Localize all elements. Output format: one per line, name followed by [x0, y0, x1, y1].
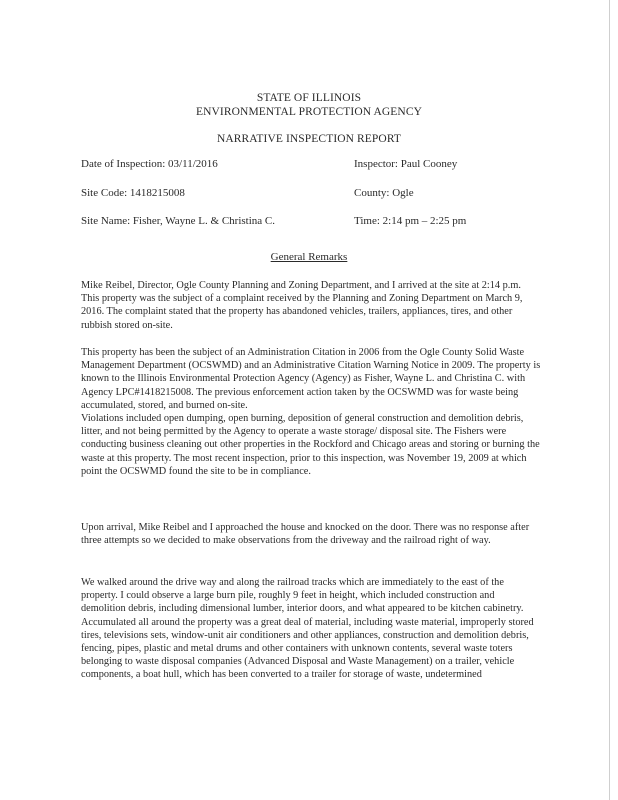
- scan-edge-line: [609, 0, 610, 800]
- paragraph-history-text: This property has been the subject of an Administration Citation in 2006 from the Ogle County Solid Waste Management Department (OCSWMD) and an Administrative Citation Warning Notice in 2009. The property is known to the Illinois Environmental Protection Agency (Agency) as Fisher, Wayne L. and Christina C. with Agency LPC#1418215008. The previous enforcement action taken by the OCSWMD was for waste being accumulated, stored, and burned on-site.: [81, 347, 541, 411]
- date-of-inspection: Date of Inspection: 03/11/2016: [81, 158, 218, 170]
- inspection-time: Time: 2:14 pm – 2:25 pm: [354, 215, 467, 227]
- site-code: Site Code: 1418215008: [81, 187, 185, 199]
- paragraph-observations: We walked around the drive way and along the railroad tracks which are immediately to the east of the property. I could observe a large burn pile, roughly 9 feet in height, which included construction and demolition debris, including dimensional lumber, interior doors, and what appeared to be kitchen cabinetry. Accumulated all around the property was a great deal of material, including waste material, improperly stored tires, televisions sets, window-unit air conditioners and other appliances, construction and demolition debris, fencing, pipes, plastic and metal drums and other containers with unknown contents, several waste toters belonging to waste disposal companies (Advanced Disposal and Waste Management) on a trailer, vehicle components, a boat hull, which has been converted to a trailer for storage of waste, undetermined: [81, 577, 534, 681]
- paragraph-approach: Upon arrival, Mike Reibel and I approached the house and knocked on the door. There was no response after three attempts so we decided to make observations from the driveway and the railroad right of way.: [81, 522, 530, 547]
- paragraph-history: [81, 346, 541, 478]
- report-title: NARRATIVE INSPECTION REPORT: [216, 133, 402, 145]
- header-agency: ENVIRONMENTAL PROTECTION AGENCY: [196, 106, 422, 118]
- inspector: Inspector: Paul Cooney: [354, 158, 458, 170]
- paragraph-arrival: Mike Reibel, Director, Ogle County Planning and Zoning Department, and I arrived at the site at 2:14 p.m. This property was the subject of a complaint received by the Planning and Zoning Department on March 9, 2016. The complaint stated that the property has abandoned vehicles, trailers, appliances, tires, and other rubbish stored on-site.: [81, 280, 523, 331]
- section-title-general-remarks: [0, 250, 618, 264]
- paragraph-violations-text: Violations included open dumping, open burning, deposition of general construction and demolition debris, litter, and not being permitted by the Agency to operate a waste storage/ disposal site. The Fishers were conducting business cleaning out other properties in the Rockford and Chicago areas and storing or burning the waste at this property. The most recent inspection, prior to this inspection, was November 19, 2009 at which point the OCSWMD found the site to be in compliance.: [81, 413, 540, 477]
- header-state: STATE OF ILLINOIS: [256, 92, 362, 104]
- section-title-text: General Remarks: [270, 251, 348, 263]
- site-name: Site Name: Fisher, Wayne L. & Christina C.: [81, 215, 276, 227]
- county: County: Ogle: [354, 187, 414, 199]
